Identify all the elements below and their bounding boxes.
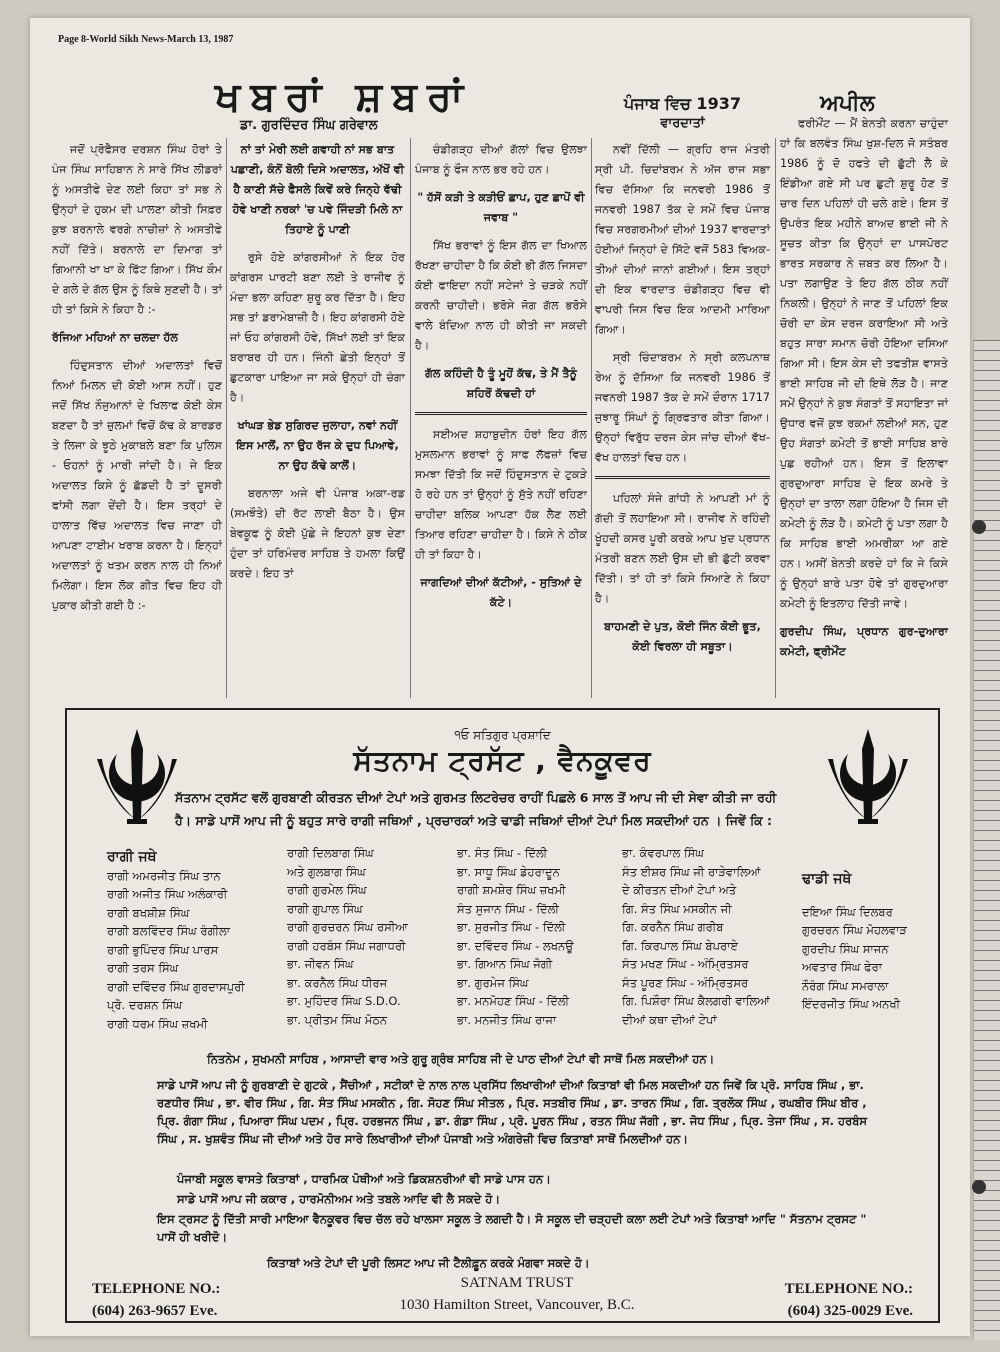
list-item: ਰਾਗੀ ਹਰਬੰਸ ਸਿੰਘ ਜਗਾਧਰੀ — [287, 938, 406, 953]
paragraph: ਸਿੱਖ ਭਰਾਵਾਂ ਨੂੰ ਇਸ ਗੱਲ ਦਾ ਖਿਆਲ ਰੱਖਣਾ ਚਾਹੀਦਾ ਹੈ ਕਿ ਕੋਈ ਭੀ ਗੱਲ ਜਿਸਦਾ ਕੋਈ ਫਾਇਦਾ ਨਹੀਂ ਸਟੇਜਾਂ ਤੇ ਚੜਕੇ ਨਹੀਂ ਕਰਨੀ ਚਾਹੀਦੀ। ਭਰੋਸੇ ਜੋਗ ਗੱਲ ਭਰੋਸੇ ਵਾਲੇ ਬੰਦਿਆ ਨਾਲ ਹੀ ਕੀਤੀ ਜਾ ਸਕਦੀ ਹੈ। — [415, 239, 587, 352]
phone-number: (604) 325-0029 Eve. — [787, 1303, 913, 1319]
ad-paragraph: ਸਾਡੇ ਪਾਸੋਂ ਆਪ ਜੀ ਨੂੰ ਗੁਰਬਾਣੀ ਦੇ ਗੁਟਕੇ , ਸੈਂਚੀਆਂ , ਸਟੀਕਾਂ ਦੇ ਨਾਲ ਨਾਲ ਪ੍ਰਸਿੱਧ ਲਿਖਾਰੀਆਂ ਦੀਆਂ ਕਿਤਾਬਾਂ ਵੀ ਮਿਲ ਸਕਦੀਆਂ ਹਨ ਜਿਵੇਂ ਕਿ ਪ੍ਰੋ. ਸਾਹਿਬ ਸਿੰਘ , ਭਾ. ਰਣਧੀਰ ਸਿੰਘ , ਭਾ. ਵੀਰ ਸਿੰਘ , ਗਿ. ਸੰਤ ਸਿੰਘ ਮਸਕੀਨ , ਗਿ. ਸੋਹਣ ਸਿੰਘ ਸੀਤਲ , ਪ੍ਰਿ. ਸਤਬੀਰ ਸਿੰਘ , ਡਾ. ਤਾਰਨ ਸਿੰਘ , ਗਿ. ਤ੍ਰਲੋਕ ਸਿੰਘ , ਰਘਬੀਰ ਸਿੰਘ ਬੀਰ , ਪ੍ਰਿ. ਗੰਗਾ ਸਿੰਘ , ਪਿਆਰਾ ਸਿੰਘ ਪਦਮ , ਪ੍ਰਿ. ਹਰਭਜਨ ਸਿੰਘ , ਡਾ. ਗੰਡਾ ਸਿੰਘ , ਪ੍ਰੋ. ਪੂਰਨ ਸਿੰਘ , ਰਤਨ ਸਿੰਘ ਜੱਗੀ , ਭਾ. ਜੋਧ ਸਿੰਘ , ਪ੍ਰਿ. ਤੇਜਾ ਸਿੰਘ , ਸ. ਹਰਬੰਸ ਸਿੰਘ , ਸ. ਖੁਸ਼ਵੰਤ ਸਿੰਘ ਜੀ ਦੀਆਂ ਅਤੇ ਹੋਰ ਸਾਰੇ ਲਿਖਾਰੀਆਂ ਦੀਆਂ ਪੰਜਾਬੀ ਅਤੇ ਅੰਗਰੇਜ਼ੀ ਵਿਚ ਕਿਤਾਬਾਂ ਸਾਥੋਂ ਮਿਲਦੀਆਂ ਹਨ। — [157, 1078, 868, 1146]
ragi-list-3 — [457, 844, 574, 1029]
list-item: ਅਵਤਾਰ ਸਿੰਘ ਫੇਰਾ — [802, 960, 883, 974]
ad-blessing: ੧ਓ ਸਤਿਗੁਰ ਪ੍ਰਸ਼ਾਦਿ — [454, 728, 551, 742]
list-item: ਭਾ. ਮੁਹਿੰਦਰ ਸਿੰਘ S.D.O. — [287, 994, 401, 1008]
list-item: ਗਿ. ਸੰਤ ਸਿੰਘ ਮਸਕੀਨ ਜੀ — [622, 901, 732, 916]
list-item: ਭਾ. ਸੁਰਜੀਤ ਸਿੰਘ - ਦਿੱਲੀ — [457, 920, 566, 934]
headline: ਖਬਰਾਂ ਸ਼ਬਰਾਂ — [215, 74, 474, 120]
list-item: ਦੀਆਂ ਕਥਾ ਦੀਆਂ ਟੇਪਾਂ — [622, 1012, 717, 1027]
binder-hole — [972, 1180, 986, 1194]
list-item: ਰਾਗੀ ਅਜੀਤ ਸਿੰਘ ਅਲੰਕਾਰੀ — [107, 887, 228, 901]
list-item: ਭਾ. ਮਨਜੀਤ ਸਿੰਘ ਰਾਜਾ — [457, 1012, 557, 1027]
paragraph: ਰੁਸੇ ਹੋਏ ਕਾਂਗਰਸੀਆਂ ਨੇ ਇਕ ਹੋਰ ਕਾਂਗਰਸ ਪਾਰਟੀ ਬਣਾ ਲਈ ਤੇ ਰਾਜੀਵ ਨੂੰ ਮੰਦਾ ਭਲਾ ਕਹਿਣਾ ਸ਼ੁਰੂ ਕਰ ਦਿੱਤਾ ਹੈ। ਇਹ ਸਭ ਤਾਂ ਡਰਾਮੇਬਾਜ਼ੀ ਹੈ। ਇਹ ਕਾਂਗਰਸੀ ਹੋਏ ਜਾਂ ਓਹ ਕਾਂਗਰਸੀ ਹੋਵੇ, ਸਿੱਖਾਂ ਲਈ ਤਾਂ ਇਕ ਬਰਾਬਰ ਹੀ ਹਨ। ਜਿੰਨੀ ਛੇਤੀ ਇਨ੍ਹਾਂ ਤੋਂ ਛੁਟਕਾਰਾ ਪਾਇਆ ਜਾ ਸਕੇ ਉਨ੍ਹਾਂ ਹੀ ਚੰਗਾ ਹੈ। — [230, 251, 405, 404]
phone-number: (604) 263-9657 Eve. — [92, 1303, 218, 1319]
list-item: ਰਾਗੀ ਤਰਸ ਸਿੰਘ — [107, 961, 179, 975]
ad-paragraph: ਪੰਜਾਬੀ ਸਕੂਲ ਵਾਸਤੇ ਕਿਤਾਬਾਂ , ਧਾਰਮਿਕ ਪੋਥੀਆਂ ਅਤੇ ਡਿਕਸ਼ਨਰੀਆਂ ਵੀ ਸਾਡੇ ਪਾਸ ਹਨ। — [177, 1172, 551, 1186]
list-item: ਭਾ. ਜੀਵਨ ਸਿੰਘ — [287, 957, 354, 971]
list-item: ਗੁਰਚਰਨ ਸਿੰਘ ਮੋਹਲਵਾੜ — [802, 923, 907, 937]
list-item: ਗਿ. ਕਿਰਪਾਲ ਸਿੰਘ ਬੇਪਰਾਏ — [622, 938, 739, 953]
list-item: ਰਾਗੀ ਦਿਲਬਾਗ ਸਿੰਘ — [287, 846, 374, 860]
paragraph: ਨਵੀਂ ਦਿੱਲੀ — ਗ੍ਰਹਿ ਰਾਜ ਮੰਤਰੀ ਸ੍ਰੀ ਪੀ. ਚਿਦਾਂਬਰਮ ਨੇ ਅੱਜ ਰਾਜ ਸਭਾ ਵਿਚ ਦੱਸਿਆ ਕਿ ਜਨਵਰੀ 1986 ਤੋਂ ਜਨਵਰੀ 1987 ਤੱਕ ਦੇ ਸਮੇਂ ਵਿਚ ਪੰਜਾਬ ਵਿਚ ਸਰਗਰਮੀਆਂ ਦੀਆਂ 1937 ਵਾਰਦਾਤਾਂ ਹੋਈਆਂ ਜਿਨ੍ਹਾਂ ਦੇ ਸਿੱਟੇ ਵਜੋਂ 583 ਵਿਅਕ-ਤੀਆਂ ਦੀਆਂ ਜਾਨਾਂ ਗਈਆਂ। ਇਸ ਤਰ੍ਹਾਂ ਦੀ ਇਕ ਵਾਰਦਾਤ ਚੰਡੀਗੜ੍ਹ ਵਿਚ ਵੀ ਵਾਪਰੀ ਜਿਸ ਵਿਚ ਇਕ ਆਦਮੀ ਮਾਰਿਆ ਗਿਆ। — [595, 143, 770, 336]
verse: ਗੱਲ ਕਹਿੰਦੀ ਹੈ ਤੂੰ ਮੂਹੋਂ ਕੱਢ, ਤੇ ਮੈਂ ਤੈਨੂੰ ਸ਼ਹਿਰੋਂ ਕੱਢਦੀ ਹਾਂ — [425, 367, 577, 400]
list-item: ਰਾਗੀ ਗੁਪਾਲ ਸਿੰਘ — [287, 901, 363, 916]
list-item: ਭਾ. ਸੰਤ ਸਿੰਘ - ਦਿੱਲੀ — [457, 846, 548, 860]
list-item: ਗਿ. ਕਰਨੈਨ ਸਿੰਘ ਗਰੀਬ — [622, 920, 724, 934]
verse: ਨਾਂ ਤਾਂ ਮੇਰੀ ਲਈ ਗਵਾਹੀ ਨਾਂ ਸਭ ਬਾਤ ਪਛਾਣੀ, ਕੰਨੋਂ ਬੋਲੀ ਦਿਸੇ ਅਦਾਲਤ, ਅੱਖੋਂ ਵੀ ਹੈ ਕਾਣੀ ਸੱਚੇ ਫੈਸਲੇ ਕਿਵੇਂ ਕਰੇ ਜਿਨ੍ਹੇ ਵੱਢੀ ਹੋਵੇ ਖਾਣੀ ਨਰਕਾਂ 'ਚ ਪਵੇ ਜਿੰਦੜੀ ਮਿਲੇ ਨਾ ਤਿਹਾਏ ਨੂੰ ਪਾਣੀ — [230, 143, 405, 236]
trust-name: SATNAM TRUST — [460, 1275, 574, 1291]
list-item: ਸੰਤ ਸੁਜਾਨ ਸਿੰਘ - ਦਿੱਲੀ — [457, 901, 559, 916]
list-heading: ਰਾਗੀ ਜਥੇ — [107, 849, 157, 865]
list-item: ਰਾਗੀ ਗੁਰਚਰਨ ਸਿੰਘ ਰਸੀਆ — [287, 920, 408, 934]
ragi-list-2 — [287, 844, 408, 1029]
list-item: ਦਇਆ ਸਿੰਘ ਦਿਲਬਰ — [802, 904, 893, 919]
list-item: ਰਾਗੀ ਦਵਿੰਦਰ ਸਿੰਘ ਗੁਰਦਾਸਪੁਰੀ — [107, 979, 245, 994]
phone-label: TELEPHONE NO.: — [784, 1281, 913, 1297]
list-item: ਰਾਗੀ ਬਲਵਿੰਦਰ ਸਿੰਘ ਰੰਗੀਲਾ — [107, 924, 231, 938]
paragraph: ਜਦੋਂ ਪ੍ਰੋਫੈਸਰ ਦਰਸ਼ਨ ਸਿੰਘ ਹੋਰਾਂ ਤੇ ਪੰਜ ਸਿੰਘ ਸਾਹਿਬਾਨ ਨੇ ਸਾਰੇ ਸਿੱਖ ਲੀਡਰਾਂ ਨੂੰ ਅਸਤੀਫੇ ਦੇਣ ਲਈ ਕਿਹਾ ਤਾਂ ਸਭ ਨੇ ਉਨ੍ਹਾਂ ਦੇ ਹੁਕਮ ਦੀ ਪਾਲਣਾ ਕੀਤੀ ਸਿਫ਼ਰ ਕੁਝ ਬਰਨਾਲੇ ਵਰਗੇ ਨਾਚੀਜ਼ਾਂ ਨੇ ਅਸਤੀਫੇ ਨਹੀਂ ਦਿੱਤੇ। ਬਰਨਾਲੇ ਦਾ ਦਿਮਾਗ ਤਾਂ ਗਿਆਨੀ ਖਾ ਖਾ ਕੇ ਫਿੱਟ ਗਿਆ। ਸਿੱਖ ਕੌਮ ਦੇ ਗਲੇ ਦੇ ਗੱਲ ਉਸ ਨੂੰ ਕਿਥੇ ਸੁਣਦੀ ਹੈ। ਤਾਂ ਹੀ ਤਾਂ ਕਿਸੇ ਨੇ ਕਿਹਾ ਹੈ :- — [52, 143, 222, 316]
newspaper-page — [30, 18, 970, 1336]
list-item: ਰਾਗੀ ਧਰਮ ਸਿੰਘ ਜ਼ਖਮੀ — [107, 1016, 208, 1031]
divider — [415, 412, 587, 415]
list-item: ਗਿ. ਪਿਸ਼ੌਰਾ ਸਿੰਘ ਕੈਲਗਰੀ ਵਾਲਿਆਂ — [622, 994, 770, 1008]
paragraph: ਹਿੰਦੁਸਤਾਨ ਦੀਆਂ ਅਦਾਲਤਾਂ ਵਿਚੋਂ ਨਿਆਂ ਮਿਲਨ ਦੀ ਕੋਈ ਆਸ ਨਹੀਂ। ਹੁਣ ਜਦੋਂ ਸਿੱਖ ਨੌਜੁਆਨਾਂ ਦੇ ਖਿਲਾਫ ਕੋਈ ਕੇਸ ਬਣਦਾ ਹੈ ਤਾਂ ਜ਼ੁਲਮਾਂ ਵਿਚੋਂ ਕੱਢ ਕੇ ਬਾਰਡਰ ਤੇ ਲਿਜਾ ਕੇ ਝੂਠੇ ਮੁਕਾਬਲੇ ਬਣਾ ਕਿ ਪੁਲਿਸ - ਓਹਨਾਂ ਨੂੰ ਮਾਰੀ ਜਾਂਦੀ ਹੈ। ਜੇ ਇਕ ਅਦਾਲਤ ਕਿਸੇ ਨੂੰ ਛੱਡਦੀ ਹੈ ਤਾਂ ਦੂਸਰੀ ਫਾਂਸੀ ਲਗਾ ਦੇਂਦੀ ਹੈ। ਇਸ ਤਰ੍ਹਾਂ ਦੇ ਹਾਲਾਤ ਵਿੱਚ ਅਦਾਲਤ ਵਿਚ ਜਾਣਾ ਹੀ ਆਪਣਾ ਟਾਈਮ ਖਰਾਬ ਕਰਨਾ ਹੈ। ਇਨ੍ਹਾਂ ਅਦਾਲਤਾਂ ਨੂੰ ਖਤਮ ਕਰਨ ਨਾਲ ਹੀ ਨਿਆਂ ਮਿਲੇਗਾ। ਇਸ ਲੋਕ ਗੀਤ ਵਿਚ ਇਹ ਹੀ ਪੁਕਾਰ ਕੀਤੀ ਗਈ ਹੈ :- — [52, 359, 222, 612]
signature: ਗੁਰਦੀਪ ਸਿੰਘ, ਪ੍ਰਧਾਨ ਗੁਰ-ਦੁਆਰਾ ਕਮੇਟੀ, ਫ੍ਰੀਮੌਂਟ — [780, 625, 948, 658]
article-title: ਪੰਜਾਬ ਵਿਚ 1937 — [624, 94, 741, 113]
binder-hole — [972, 520, 986, 534]
subheading: ਰੱਜਿਆ ਮਹਿਆਂ ਨਾ ਚਲਦਾ ਹੱਲ — [52, 331, 178, 344]
divider — [595, 476, 770, 479]
list-item: ਭਾ. ਗਿਆਨ ਸਿੰਘ ਜੋਗੀ — [457, 957, 553, 971]
list-item: ਰਾਗੀ ਭੁਪਿੰਦਰ ਸਿੰਘ ਪਾਰਸ — [107, 942, 219, 957]
ad-paragraph: ਕਿਤਾਬਾਂ ਅਤੇ ਟੇਪਾਂ ਦੀ ਪੂਰੀ ਲਿਸਟ ਆਪ ਜੀ ਟੈਲੀਫ਼ੂਨ ਕਰਕੇ ਮੰਗਵਾ ਸਕਦੇ ਹੋ। — [267, 1256, 590, 1270]
list-item: ਨੌਰੰਗ ਸਿੰਘ ਸਮਰਾਲਾ — [802, 978, 889, 993]
column-4 — [595, 94, 770, 665]
list-item: ਭਾ. ਕੰਵਰਪਾਲ ਸਿੰਘ — [622, 846, 704, 860]
column-2 — [230, 140, 405, 592]
list-item: ਭਾ. ਕਰਨੈਲ ਸਿੰਘ ਧੀਰਜ — [287, 975, 388, 990]
column-rule — [775, 138, 776, 698]
byline: ਡਾ. ਗੁਰਦਿੰਦਰ ਸਿੰਘ ਗਰੇਵਾਲ — [240, 118, 378, 133]
ad-paragraph: ਸਾਡੇ ਪਾਸੋਂ ਆਪ ਜੀ ਕਕਾਰ , ਹਾਰਮੋਨੀਅਮ ਅਤੇ ਤਬਲੇ ਆਦਿ ਵੀ ਲੈ ਸਕਦੇ ਹੋ। — [177, 1192, 501, 1206]
list-item: ਸੰਤ ਪੂਰਣ ਸਿੰਘ - ਅੰਮ੍ਰਿਤਸਰ — [622, 975, 749, 990]
list-item: ਸੰਤ ਮਖਣ ਸਿੰਘ - ਅੰਮ੍ਰਿਤਸਰ — [622, 957, 749, 971]
list-item: ਇੰਦਰਜੀਤ ਸਿੰਘ ਅਨਖੀ — [802, 997, 901, 1011]
list-item: ਸੰਤ ਈਸ਼ਰ ਸਿੰਘ ਜੀ ਰਾੜੇਵਾਲਿਆਂ — [622, 864, 761, 879]
list-item: ਭਾ. ਮਨਮੋਹਣ ਸਿੰਘ - ਦਿੱਲੀ — [457, 994, 570, 1008]
katha-list — [622, 844, 770, 1029]
ragi-list — [107, 848, 245, 1033]
ad-intro: ਸੱਤਨਾਮ ਟ੍ਰਸੱਟ ਵਲੋਂ ਗੁਰਬਾਣੀ ਕੀਰਤਨ ਦੀਆਂ ਟੇਪਾਂ ਅਤੇ ਗੁਰਮਤ ਲਿਟਰੇਚਰ ਰਾਹੀਂ ਪਿਛਲੇ 6 ਸਾਲ ਤੋਂ ਆਪ ਜੀ ਦੀ ਸੇਵਾ ਕੀਤੀ ਜਾ ਰਹੀ ਹੈ। ਸਾਡੇ ਪਾਸੋਂ ਆਪ ਜੀ ਨੂੰ ਬਹੁਤ ਸਾਰੇ ਰਾਗੀ ਜਥਿਆਂ , ਪ੍ਰਚਾਰਕਾਂ ਅਤੇ ਢਾਡੀ ਜਥਿਆਂ ਦੀਆਂ ਟੇਪਾਂ ਮਿਲ ਸਕਦੀਆਂ ਹਨ । ਜਿਵੇਂ ਕਿ : — [175, 790, 777, 828]
list-item: ਰਾਗੀ ਗੁਰਮੇਲ ਸਿੰਘ — [287, 883, 367, 897]
column-rule — [226, 138, 227, 698]
phone-right — [785, 1278, 913, 1322]
paragraph: ਸ੍ਰੀ ਚਿੰਦਾਬਰਮ ਨੇ ਸ੍ਰੀ ਕਲਪਨਾਥ ਰੇਅ ਨੂੰ ਦੱਸਿਆ ਕਿ ਜਨਵਰੀ 1986 ਤੋਂ ਜਵਨਰੀ 1987 ਤੱਕ ਦੇ ਸਮੇਂ ਦੌਰਾਨ 1717 ਜੁਝਾਰੂ ਸਿੰਘਾਂ ਨੂੰ ਗ੍ਰਿਫਤਾਰ ਕੀਤਾ ਗਿਆ। ਉਨ੍ਹਾਂ ਵਿਰੁੱਧ ਦਰਜ ਕੇਸ ਜਾਂਚ ਦੀਆਂ ਵੱਖ-ਵੱਖ ਹਾਲਤਾਂ ਵਿਚ ਹਨ। — [595, 351, 770, 464]
list-heading: ਢਾਡੀ ਜਥੇ — [802, 871, 852, 887]
list-item: ਪ੍ਰੋ. ਦਰਸ਼ਨ ਸਿੰਘ — [107, 998, 183, 1012]
dhadi-list — [802, 870, 907, 1014]
paragraph: ਪਹਿਲਾਂ ਸੰਜੇ ਗਾਂਧੀ ਨੇ ਆਪਣੀ ਮਾਂ ਨੂੰ ਗੱਦੀ ਤੋਂ ਲਹਾਇਆ ਸੀ। ਰਾਜੀਵ ਨੇ ਰਹਿੰਦੀ ਖੂੰਹਦੀ ਕਸਰ ਪੂਰੀ ਕਰਕੇ ਆਪ ਖੁਦ ਪ੍ਰਧਾਨ ਮੰਤਰੀ ਬਣਨ ਲਈ ਉਸ ਦੀ ਭੀ ਛੁੱਟੀ ਕਰਵਾ ਦਿੱਤੀ। ਤਾਂ ਹੀ ਤਾਂ ਕਿਸੇ ਸਿਆਣੇ ਨੇ ਕਿਹਾ ਹੈ। — [595, 492, 770, 605]
phone-left — [92, 1278, 220, 1322]
list-item: ਭਾ. ਗੁਰਮੇਜ ਸਿੰਘ — [457, 975, 529, 990]
column-5 — [780, 91, 948, 670]
ad-paragraph: ਇਸ ਟ੍ਰਸਟ ਨੂੰ ਦਿੱਤੀ ਸਾਰੀ ਮਾਇਆ ਵੈਨਕੂਵਰ ਵਿਚ ਚੱਲ ਰਹੇ ਖਾਲਸਾ ਸਕੂਲ ਤੇ ਲਗਦੀ ਹੈ। ਸੋ ਸਕੂਲ ਦੀ ਚੜ੍ਹਦੀ ਕਲਾ ਲਈ ਟੇਪਾਂ ਅਤੇ ਕਿਤਾਬਾਂ ਆਦਿ " ਸੱਤਨਾਮ ਟ੍ਰਸਟ " ਪਾਸੋਂ ਹੀ ਖਰੀਦੋ। — [157, 1212, 867, 1244]
verse: ਬਾਹਮਣੀ ਦੇ ਪੁਤ, ਕੋਈ ਜਿੰਨ ਕੋਈ ਭੂਤ, ਕੋਈ ਵਿਰਲਾ ਹੀ ਸਬੂਤਾ। — [604, 620, 761, 653]
list-item: ਭਾ. ਪ੍ਰੀਤਮ ਸਿੰਘ ਮੋਠਨ — [287, 1012, 388, 1027]
phone-label: TELEPHONE NO.: — [92, 1281, 221, 1297]
list-item: ਰਾਗੀ ਬਖਸ਼ੀਸ਼ ਸਿੰਘ — [107, 905, 190, 920]
paragraph: ਸਈਅਦ ਸ਼ਹਾਬੁਦੀਨ ਹੋਰਾਂ ਇਹ ਗੱਲ ਮੁਸਲਮਾਨ ਭਰਾਵਾਂ ਨੂੰ ਸਾਫ ਲੱਫਜ਼ਾਂ ਵਿਚ ਸਮਝਾ ਦਿੱਤੀ ਕਿ ਜਦੋਂ ਹਿੰਦੁਸਤਾਨ ਦੇ ਟੁਕੜੇ ਹੋ ਰਹੇ ਹਨ ਤਾਂ ਉਨ੍ਹਾਂ ਨੂੰ ਸੁੱਤੇ ਨਹੀਂ ਰਹਿਣਾ ਚਾਹੀਦਾ ਬਲਿਕ ਆਪਣਾ ਹੱਕ ਲੈਣ ਲਈ ਤਿਆਰ ਰਹਿਣਾ ਚਾਹੀਦਾ ਹੈ। ਕਿਸੇ ਨੇ ਠੀਕ ਹੀ ਤਾਂ ਕਿਹਾ ਹੈ। — [415, 428, 587, 561]
verse: " ਹੱਸੋਂ ਕੜੀ ਤੇ ਕੜੀਓਂ ਛਾਪ, ਹੁਣ ਛਾਪੋਂ ਵੀ ਜਵਾਬ " — [417, 191, 585, 224]
verse: ਜਾਗਦਿਆਂ ਦੀਆਂ ਕੱਟੀਆਂ, - ਸੁਤਿਆਂ ਦੇ ਕੱਟੇ। — [420, 576, 582, 609]
list-item: ਦੇ ਕੀਰਤਨ ਦੀਆਂ ਟੇਪਾਂ ਅਤੇ — [622, 883, 737, 897]
ad-title: ਸੱਤਨਾਮ ਟ੍ਰਸੱਟ , ਵੈਨਕੂਵਰ — [353, 744, 652, 777]
list-item: ਰਾਗੀ ਸ਼ਮਸ਼ੇਰ ਸਿੰਘ ਜ਼ਖਮੀ — [457, 883, 566, 897]
spacer — [802, 889, 907, 903]
list-item: ਅਤੇ ਗੁਲਬਾਗ ਸਿੰਘ — [287, 864, 366, 879]
ad-paragraph: ਨਿਤਨੇਮ , ਸੁਖਮਨੀ ਸਾਹਿਬ , ਆਸਾਦੀ ਵਾਰ ਅਤੇ ਗੁਰੂ ਗ੍ਰੰਥ ਸਾਹਿਬ ਜੀ ਦੇ ਪਾਠ ਦੀਆਂ ਟੇਪਾਂ ਵੀ ਸਾਥੋਂ ਮਿਲ ਸਕਦੀਆਂ ਹਨ। — [207, 1052, 715, 1066]
trust-address — [367, 1272, 667, 1316]
list-item: ਰਾਗੀ ਅਮਰਜੀਤ ਸਿੰਘ ਤਾਨ — [107, 868, 221, 883]
trust-street: 1030 Hamilton Street, Vancouver, B.C. — [399, 1297, 635, 1313]
list-item: ਗੁਰਦੀਪ ਸਿੰਘ ਸਾਜਨ — [802, 941, 889, 956]
column-rule — [591, 138, 592, 698]
verse: ਖਾਂਘੜ ਭੇਡ ਸੁਗਿਰਦ ਜੁਲਾਹਾ, ਨਵਾਂ ਨਹੀਂ ਇਸ ਮਾਲੋਂ, ਨਾ ਉਹ ਰੱਜ ਕੇ ਦੁਧ ਪਿਆਵੇ, ਨਾ ਉਹ ਕੱਢੇ ਕਾਲੋਂ। — [236, 419, 399, 472]
satnam-trust-advertisement — [65, 708, 940, 1323]
paragraph: ਬਰਨਾਲਾ ਅਜੇ ਵੀ ਪੰਜਾਬ ਅਕਾ-ਰਡ (ਸਮਝੌਤੇ) ਦੀ ਰੱਟ ਲਾਈ ਬੈਠਾ ਹੈ। ਉਸ ਬੇਵਕੂਫ ਨੂੰ ਕੋਈ ਪੁੱਛੇ ਜੇ ਇਹਨਾਂ ਕੁਝ ਦੇਣਾ ਹੁੰਦਾ ਤਾਂ ਹਰਿਮੰਦਰ ਸਾਹਿਬ ਤੇ ਹਮਲਾ ਕਿਉਂ ਕਰਦੇ। ਇਹ ਤਾਂ — [230, 487, 405, 580]
paragraph: ਫਰੀਮੌਂਟ — ਮੈਂ ਬੇਨਤੀ ਕਰਨਾ ਚਾਹੁੰਦਾ ਹਾਂ ਕਿ ਬਲਵੰਤ ਸਿੰਘ ਖੁਸ਼-ਦਿਲ ਜੋ ਸਤੰਬਰ 1986 ਨੂੰ ਦੋ ਹਫਤੇ ਦੀ ਛੁੱਟੀ ਲੈ ਕੇ ਇੰਡੀਆ ਗਏ ਸੀ ਪਰ ਛੁਟੀ ਸ਼ੁਰੂ ਹੋਣ ਤੋਂ ਚਾਰ ਦਿਨ ਪਹਿਲਾਂ ਹੀ ਚਲੇ ਗਏ। ਇਸ ਤੋਂ ਉਪਰੰਤ ਇਕ ਮਹੀਨੇ ਬਾਅਦ ਭਾਈ ਜੀ ਨੇ ਸੂਚਤ ਕੀਤਾ ਕਿ ਉਨ੍ਹਾਂ ਦਾ ਪਾਸਪੋਰਟ ਭਾਰਤ ਸਰਕਾਰ ਨੇ ਜ਼ਬਤ ਕਰ ਲਿਆ ਹੈ। ਪਤਾ ਲਗਾਉਣ ਤੇ ਇਹ ਗੱਲ ਠੀਕ ਨਹੀਂ ਨਿਕਲੀ। ਉਨ੍ਹਾਂ ਨੇ ਜਾਣ ਤੋਂ ਪਹਿਲਾਂ ਇਕ ਚੋਰੀ ਦਾ ਕੇਸ ਦਰਜ ਕਰਾਇਆ ਸੀ ਅਤੇ ਬਹੁਤ ਸਾਰਾ ਸਮਾਨ ਚੋਰੀ ਹੋਇਆ ਦਸਿਆ ਗਿਆ ਸੀ। ਇਸ ਕੇਸ ਦੀ ਤਫਤੀਸ਼ ਵਾਸਤੇ ਭਾਈ ਸਾਹਿਬ ਜੀ ਦੀ ਇਥੇ ਲੋੜ ਹੈ। ਜਾਣ ਸਮੇਂ ਉਨ੍ਹਾਂ ਨੇ ਕੁਝ ਸੰਗਤਾਂ ਤੋਂ ਸਹਾਇਤਾ ਜਾਂ ਉਧਾਰ ਵਜੋਂ ਕੁਝ ਰਕਮਾਂ ਲਈਆਂ ਸਨ, ਹੁਣ ਉਹ ਸੰਗਤਾਂ ਕਮੇਟੀ ਤੋਂ ਭਾਈ ਸਾਹਿਬ ਬਾਰੇ ਪੁਛ ਰਹੀਆਂ ਹਨ। ਇਸ ਤੋਂ ਇਲਾਵਾ ਗੁਰਦੁਆਰਾ ਸਾਹਿਬ ਦੇ ਇਕ ਕਮਰੇ ਤੇ ਉਨ੍ਹਾਂ ਦਾ ਤਾਲਾ ਲਗਾ ਹੋਇਆ ਹੈ ਜਿਸ ਦੀ ਕਮੇਟੀ ਨੂੰ ਲੋੜ ਹੈ। ਕਮੇਟੀ ਨੂੰ ਪਤਾ ਲਗਾ ਹੈ ਕਿ ਸਾਹਿਬ ਭਾਈ ਅਮਰੀਕਾ ਆ ਗਏ ਹਨ। ਅਸੀਂ ਬੇਨਤੀ ਕਰਦੇ ਹਾਂ ਕਿ ਜੇ ਕਿਸੇ ਨੂੰ ਉਨ੍ਹਾਂ ਬਾਰੇ ਪਤਾ ਹੋਵੇ ਤਾਂ ਗੁਰਦੁਆਰਾ ਕਮੇਟੀ ਨੂੰ ਇਤਲਾਹ ਦਿੱਤੀ ਜਾਵੇ। — [780, 117, 948, 610]
list-item: ਭਾ. ਸਾਧੂ ਸਿੰਘ ਡੇਹਰਾਦੂਨ — [457, 864, 560, 879]
list-item: ਭਾ. ਦਵਿੰਦਰ ਸਿੰਘ - ਲਖਨਊ — [457, 938, 574, 953]
column-3 — [415, 140, 587, 621]
article-title: ਅਪੀਲ — [820, 91, 875, 116]
folio: Page 8-World Sikh News-March 13, 1987 — [58, 34, 234, 45]
column-rule — [410, 138, 411, 698]
article-kicker: ਵਾਰਦਾਤਾਂ — [660, 116, 705, 131]
paragraph: ਚੰਡੀਗੜ੍ਹ ਦੀਆਂ ਗੱਲਾਂ ਵਿਚ ਉਲਝਾ ਪੰਜਾਬ ਨੂੰ ਫੌਜ ਨਾਲ ਭਰ ਰਹੇ ਹਨ। — [415, 143, 587, 176]
column-1 — [52, 140, 222, 624]
